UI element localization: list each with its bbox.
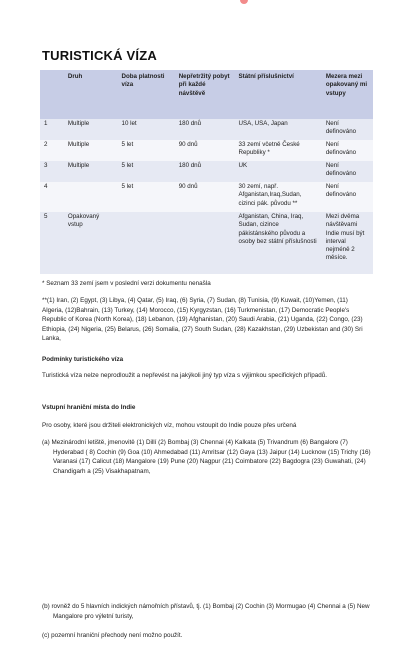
cell-nationality: UK: [238, 162, 248, 169]
header-stay: Nepřetržitý pobyt při každé návštěvě: [178, 73, 230, 97]
cell-index: 4: [44, 183, 48, 190]
table-row: [40, 161, 373, 182]
cell-gap: Není definováno: [325, 183, 357, 199]
cell-type: Multiple: [67, 120, 90, 127]
cell-type: Multiple: [67, 141, 90, 148]
cell-gap: Není definováno: [325, 141, 357, 157]
conditions-heading: Podmínky turistického víza: [42, 356, 124, 363]
cell-index: 2: [44, 141, 48, 148]
cell-index: 1: [44, 120, 48, 127]
cell-index: 5: [44, 213, 48, 220]
table-row: [40, 212, 373, 274]
cell-gap: Není definováno: [325, 120, 357, 136]
footnote-countries: * Seznam 33 zemí jsem v poslední verzi dokumentu nenašla: [42, 280, 211, 287]
cell-gap: Není definováno: [325, 162, 357, 178]
cell-nationality: 33 zemí včetně České Republiky *: [238, 141, 300, 157]
table-row: [40, 140, 373, 161]
cell-type: Opakovaný vstup: [67, 213, 100, 229]
entry-points-intro: Pro osoby, které jsou držiteli elektronických víz, mohou vstoupit do Indie pouze přes určená: [42, 422, 297, 429]
entry-item-seaports: (b) rovněž do 5 hlavních indických námořních přístavů, tj. (1) Bombaj (2) Cochin (3) Mormugao (4) Chennai a (5) New Mangalore pro výletní turisty,: [42, 603, 370, 620]
cell-type: Multiple: [67, 162, 90, 169]
cell-stay: 90 dnů: [178, 141, 198, 148]
cell-index: 3: [44, 162, 48, 169]
cell-validity: [118, 212, 175, 274]
cell-stay: 90 dnů: [178, 183, 198, 190]
cell-validity: 5 let: [121, 183, 134, 190]
record-indicator-dot: [240, 0, 248, 4]
header-index: [40, 70, 64, 119]
cell-stay: [175, 212, 235, 274]
cell-type: [64, 182, 118, 212]
table-header-row: [40, 70, 373, 119]
cell-stay: 180 dnů: [178, 162, 202, 169]
footnote-country-list: **(1) Iran, (2) Egypt, (3) Libya, (4) Qatar, (5) Iraq, (6) Syria, (7) Sudan, (8) Tunisia, (9) Kuwait, (10)Yemen, (11) Algeria, (12)Bahrain, (13) Turkey, (14) Morocco, (15) Kyrgyzstan, (16) Turkmenistan, (17) Democratic People's Republic of Korea (North Korea), (18) Lebanon, (19) Afghanistan, (20) Saudi Arabia, (21) Uganda, (22) Congo, (23) Ethiopia, (24) Nigeria, (25) Belarus, (26) Somalia, (27) South Sudan, (28) Kazakhstan, (29) Uzbekistan and (30) Sri Lanka,: [42, 297, 363, 343]
cell-nationality: Afganistan, China, Iraq, Sudan, cizince pákistánského původu a osoby bez státní příslušnosti: [238, 213, 317, 245]
cell-nationality: 30 zemí, např. Afganistan,Iraq,Sudan, cizinci pák. původu **: [238, 183, 302, 207]
visa-table: [40, 70, 373, 274]
header-gap: Mezera mezi opakovaný mi vstupy: [325, 73, 368, 97]
entry-item-land-borders: (c) pozemní hraniční přechody není možno použít.: [42, 632, 183, 639]
cell-validity: 5 let: [121, 141, 134, 148]
header-type: Druh: [67, 73, 83, 80]
cell-gap: Mezi dvěma návštěvami Indie musí být interval nejméně 2 měsíce.: [325, 213, 365, 262]
table-row: [40, 119, 373, 140]
header-validity: Doba platnosti víza: [121, 73, 165, 89]
entry-points-heading: Vstupní hraniční místa do Indie: [42, 404, 136, 411]
cell-nationality: USA, USA, Japan: [238, 120, 288, 127]
entry-item-airports: (a) Mezinárodní letiště, jmenovitě (1) Dillí (2) Bombaj (3) Chennai (4) Kalkata (5) Trivandrum (6) Bangalore (7) Hyderabad ( 8) Cochin (9) Goa (10) Ahmedabad (11) Amritsar (12) Gaya (13) Jaipur (14) Lucknow (15) Trichy (16) Varanasi (17) Calicut (18) Mangalore (19) Pune (20) Nagpur (21) Coimbatore (22) Bagdogra (23) Guwahati, (24) Chandigarh a (25) Visakhapatnam,: [42, 439, 371, 475]
cell-stay: 180 dnů: [178, 120, 202, 127]
table-row: [40, 182, 373, 212]
cell-validity: 5 let: [121, 162, 134, 169]
header-nationality: Státní příslušnictví: [238, 73, 294, 80]
conditions-text: Turistická víza nelze neprodloužit a nepřevést na jakýkoli jiný typ víza s výjimkou specifických případů.: [42, 372, 328, 379]
cell-validity: 10 let: [121, 120, 137, 127]
page-title: TURISTICKÁ VÍZA: [42, 48, 157, 63]
